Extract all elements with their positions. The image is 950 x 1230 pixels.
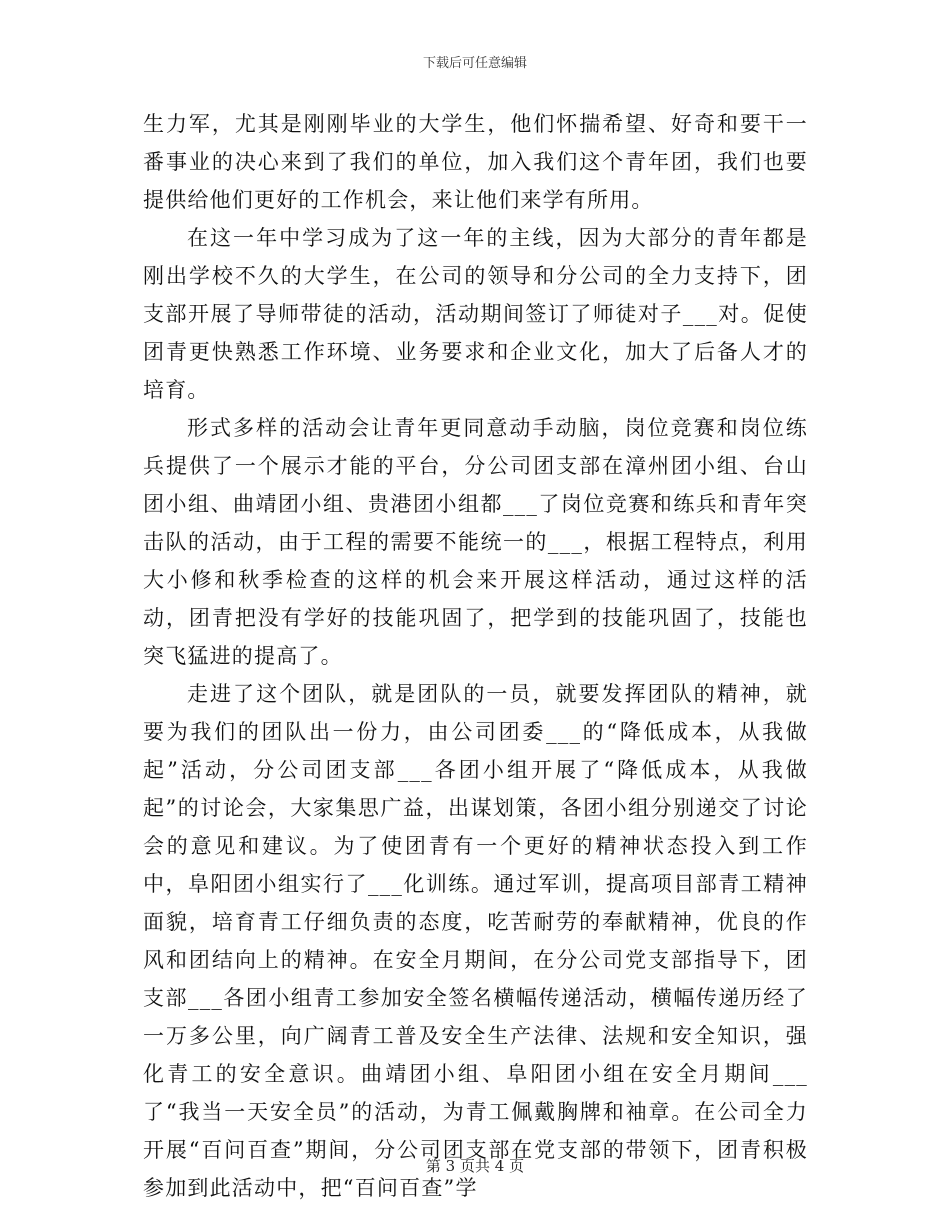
paragraph-activities: 形式多样的活动会让青年更同意动手动脑，岗位竞赛和岗位练兵提供了一个展示才能的平台，分公司团支部在漳州团小组、台山团小组、曲靖团小组、贵港团小组都___了岗位竞赛和练兵和青年突击队的活动，由于工程的需要不能统一的___，根据工程特点，利用大小修和秋季检查的这样的机会来开展这样活动，通过这样的活动，团青把没有学好的技能巩固了，把学到的技能巩固了，技能也突飞猛进的提高了。 bbox=[143, 416, 808, 668]
document-body bbox=[143, 105, 808, 1207]
page-header: 下载后可任意编辑 bbox=[422, 56, 527, 71]
paragraph-learning: 在这一年中学习成为了这一年的主线，因为大部分的青年都是刚出学校不久的大学生，在公司的领导和分公司的全力支持下，团支部开展了导师带徒的活动，活动期间签订了师徒对子___对。促使团青更快熟悉工作环境、业务要求和企业文化，加大了后备人才的培育。 bbox=[143, 226, 808, 402]
paragraph-continuation: 生力军，尤其是刚刚毕业的大学生，他们怀揣希望、好奇和要干一番事业的决心来到了我们的单位，加入我们这个青年团，我们也要提供给他们更好的工作机会，来让他们来学有所用。 bbox=[143, 112, 808, 212]
page-number-footer: 第 3 页共 4 页 bbox=[425, 1157, 525, 1175]
paragraph-team: 走进了这个团队，就是团队的一员，就要发挥团队的精神，就要为我们的团队出一份力，由公司团委___的“降低成本，从我做起”活动，分公司团支部___各团小组开展了“降低成本，从我做起”的讨论会，大家集思广益，出谋划策，各团小组分别递交了讨论会的意见和建议。为了使团青有一个更好的精神状态投入到工作中，阜阳团小组实行了___化训练。通过军训，提高项目部青工精神面貌，培育青工仔细负责的态度，吃苦耐劳的奉献精神，优良的作风和团结向上的精神。在安全月期间，在分公司党支部指导下，团支部___各团小组青工参加安全签名横幅传递活动，横幅传递历经了一万多公里，向广阔青工普及安全生产法律、法规和安全知识，强化青工的安全意识。曲靖团小组、阜阳团小组在安全月期间___了“我当一天安全员”的活动，为青工佩戴胸牌和袖章。在公司全力开展“百问百查”期间，分公司团支部在党支部的带领下，团青积极参加到此活动中，把“百问百查”学 bbox=[143, 682, 808, 1200]
